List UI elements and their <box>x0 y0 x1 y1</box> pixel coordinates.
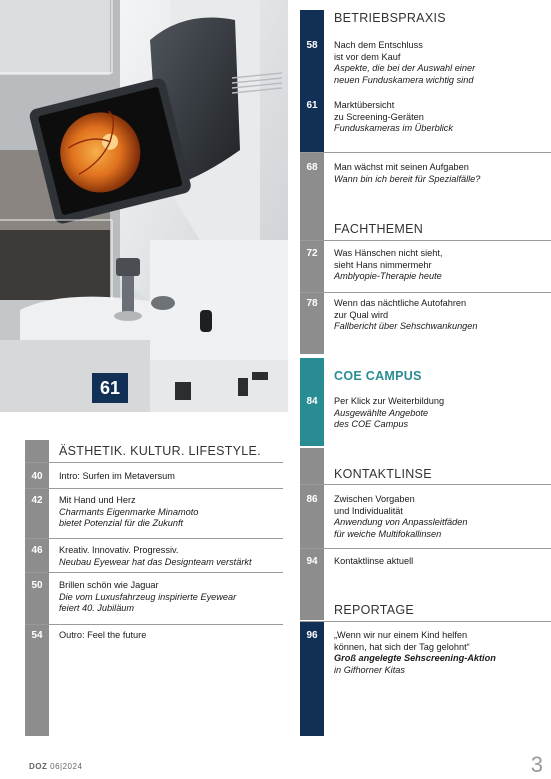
entry-title: zur Qual wird <box>334 309 389 320</box>
section-title-reportage: REPORTAGE <box>334 603 415 617</box>
entry-page-number: 58 <box>306 40 318 51</box>
entry-title: ist vor dem Kauf <box>334 51 401 62</box>
divider <box>300 152 551 153</box>
entry-page-number: 50 <box>31 580 43 591</box>
navy-bar-betriebspraxis <box>300 10 324 152</box>
entry-title: können, hat sich der Tag gelohnt“ <box>334 641 470 652</box>
entry-subtitle: des COE Campus <box>334 419 409 429</box>
entry-subtitle: Anwendung von Anpassleitfäden <box>334 517 468 527</box>
section-title-betriebspraxis: BETRIEBSPRAXIS <box>334 11 446 25</box>
entry-title: Was Hänschen nicht sieht, <box>334 248 443 258</box>
entry-page-number: 54 <box>31 630 43 641</box>
entry-page-number: 72 <box>306 248 318 259</box>
section-title-kontaktlinse: KONTAKTLINSE <box>334 467 432 481</box>
footer-magazine: DOZ <box>29 762 48 771</box>
page-badge: 61 <box>92 373 128 403</box>
divider <box>300 484 551 485</box>
divider <box>25 624 283 625</box>
entry-subtitle: bietet Potenzial für die Zukunft <box>59 518 184 528</box>
section-title-aesthetik: ÄSTHETIK. KULTUR. LIFESTYLE. <box>59 444 261 458</box>
entry-title: und Individualität <box>334 505 403 516</box>
left-column <box>25 432 283 740</box>
footer-issue-number: 06|2024 <box>50 762 83 771</box>
entry-subtitle: feiert 40. Jubiläum <box>59 603 135 613</box>
divider <box>25 538 283 539</box>
entry-subtitle: für weiche Multifokallinsen <box>334 528 442 539</box>
right-column <box>300 0 551 740</box>
cover-photo <box>0 0 288 412</box>
entry-page-number: 84 <box>306 396 318 407</box>
entry-subtitle: Die vom Luxusfahrzeug inspirierte Eyewear <box>59 591 237 602</box>
divider <box>300 548 551 549</box>
entry-subtitle: Amblyopie-Therapie heute <box>334 271 442 281</box>
divider <box>25 462 283 463</box>
entry-title: Intro: Surfen im Metaversum <box>59 471 175 481</box>
divider <box>25 572 283 573</box>
entry-title: Mit Hand und Herz <box>59 495 136 505</box>
entry-subtitle: neuen Funduskamera wichtig sind <box>334 74 474 85</box>
entry-subtitle: Groß angelegte Sehscreening-Aktion <box>334 653 496 663</box>
footer-issue <box>29 762 82 771</box>
entry-subtitle: Fallbericht über Sehschwankungen <box>334 321 478 331</box>
entry-title: Man wächst mit seinen Aufgaben <box>334 162 469 172</box>
entry-title: Per Klick zur Weiterbildung <box>334 396 445 406</box>
entry-page-number: 94 <box>306 556 318 567</box>
entry-page-number: 96 <box>306 630 318 641</box>
entry-title: Brillen schön wie Jaguar <box>59 580 159 590</box>
entry-subtitle: Wann bin ich bereit für Spezialfälle? <box>334 173 481 184</box>
entry-title: Zwischen Vorgaben <box>334 494 415 504</box>
entry-title: Wenn das nächtliche Autofahren <box>334 298 467 308</box>
entry-title: „Wenn wir nur einem Kind helfen <box>334 630 468 640</box>
entry-subtitle: in Gifhorner Kitas <box>334 664 405 675</box>
entry-page-number: 68 <box>306 162 318 173</box>
entry-page-number: 61 <box>306 100 318 111</box>
divider <box>300 240 551 241</box>
entry-page-number: 86 <box>306 494 318 505</box>
entry-page-number: 42 <box>31 495 43 506</box>
entry-page-number: 40 <box>31 471 43 482</box>
entry-subtitle: Aspekte, die bei der Auswahl einer <box>334 63 476 73</box>
entry-subtitle: Ausgewählte Angebote <box>334 407 429 418</box>
entry-subtitle: Neubau Eyewear hat das Designteam verstärkt <box>59 556 252 567</box>
fundus-camera-illustration <box>0 0 288 412</box>
gray-bar-kontaktlinse <box>300 448 324 620</box>
page-number: 3 <box>530 752 543 777</box>
entry-title: Kontaktlinse aktuell <box>334 556 414 566</box>
divider <box>300 292 551 293</box>
entry-page-number: 46 <box>31 545 43 556</box>
entry-page-number: 78 <box>306 298 318 309</box>
entry-title: Marktübersicht <box>334 100 395 110</box>
entry-title: zu Screening-Geräten <box>334 111 424 122</box>
entry-title: Outro: Feel the future <box>59 630 147 640</box>
section-title-coe-campus: COE CAMPUS <box>334 369 422 383</box>
entry-title: sieht Hans nimmermehr <box>334 259 432 270</box>
divider <box>25 488 283 489</box>
divider <box>300 621 551 622</box>
entry-subtitle: Funduskameras im Überblick <box>334 123 453 133</box>
entry-title: Kreativ. Innovativ. Progressiv. <box>59 545 179 555</box>
entry-subtitle: Charmants Eigenmarke Minamoto <box>59 506 199 517</box>
section-title-fachthemen: FACHTHEMEN <box>334 222 424 236</box>
entry-title: Nach dem Entschluss <box>334 40 423 50</box>
